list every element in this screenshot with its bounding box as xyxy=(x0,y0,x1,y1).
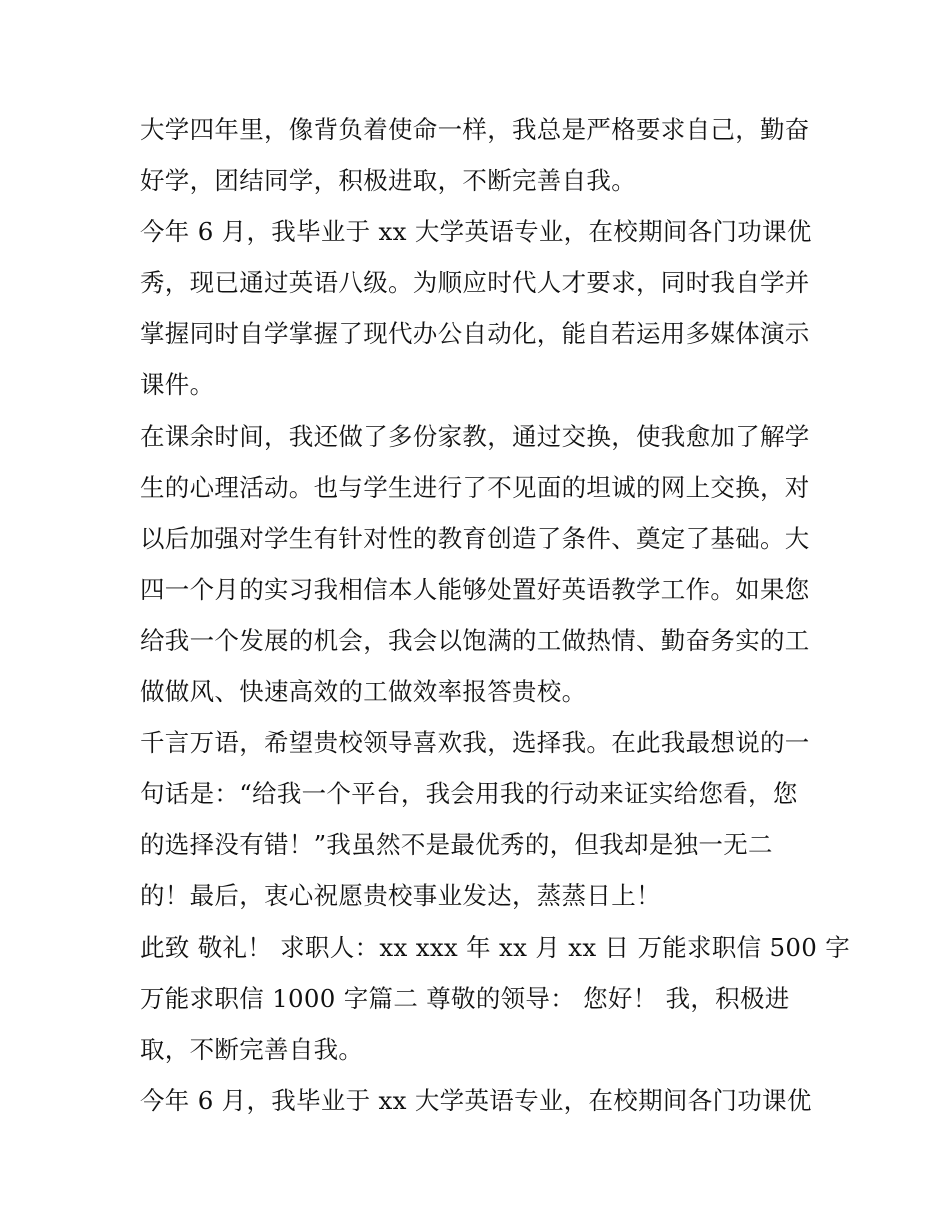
text-line-19: 取，不断完善自我。 xyxy=(140,1034,364,1064)
text-line-2: 好学，团结同学，积极进取，不断完善自我。 xyxy=(140,166,636,196)
text-line-1: 大学四年里，像背负着使命一样，我总是严格要求自己，勤奋 xyxy=(140,115,810,144)
text-line-5: 掌握同时自学掌握了现代办公自动化，能自若运用多媒体演示 xyxy=(140,319,810,349)
text-line-8: 生的心理活动。也与学生进行了不见面的坦诚的网上交换，对 xyxy=(140,472,810,502)
text-line-17: 此致 敬礼！ 求职人：xx xxx 年 xx 月 xx 日 万能求职信 500 字 xyxy=(140,932,851,962)
text-line-9: 以后加强对学生有针对性的教育创造了条件、奠定了基础。大 xyxy=(140,523,810,553)
text-line-6: 课件。 xyxy=(140,370,215,400)
text-line-4: 秀，现已通过英语八级。为顺应时代人才要求，同时我自学并 xyxy=(140,268,810,298)
text-line-20: 今年 6 月，我毕业于 xx 大学英语专业，在校期间各门功课优 xyxy=(140,1085,812,1115)
text-line-7: 在课余时间，我还做了多份家教，通过交换，使我愈加了解学 xyxy=(140,421,810,451)
text-line-3: 今年 6 月，我毕业于 xx 大学英语专业，在校期间各门功课优 xyxy=(140,217,812,247)
text-line-12: 做做风、快速高效的工做效率报答贵校。 xyxy=(140,677,587,707)
text-line-18: 万能求职信 1000 字篇二 尊敬的领导： 您好！ 我，积极进 xyxy=(140,983,790,1013)
text-line-16: 的！最后，衷心祝愿贵校事业发达，蒸蒸日上！ xyxy=(140,881,661,911)
text-line-11: 给我一个发展的机会，我会以饱满的工做热情、勤奋务实的工 xyxy=(140,625,810,655)
text-line-10: 四一个月的实习我相信本人能够处置好英语教学工作。如果您 xyxy=(140,574,810,604)
text-line-15: 的选择没有错！”我虽然不是最优秀的，但我却是独一无二 xyxy=(140,830,773,860)
text-line-14: 句话是：“给我一个平台，我会用我的行动来证实给您看，您 xyxy=(140,779,798,809)
text-line-13: 千言万语，希望贵校领导喜欢我，选择我。在此我最想说的一 xyxy=(140,728,810,758)
